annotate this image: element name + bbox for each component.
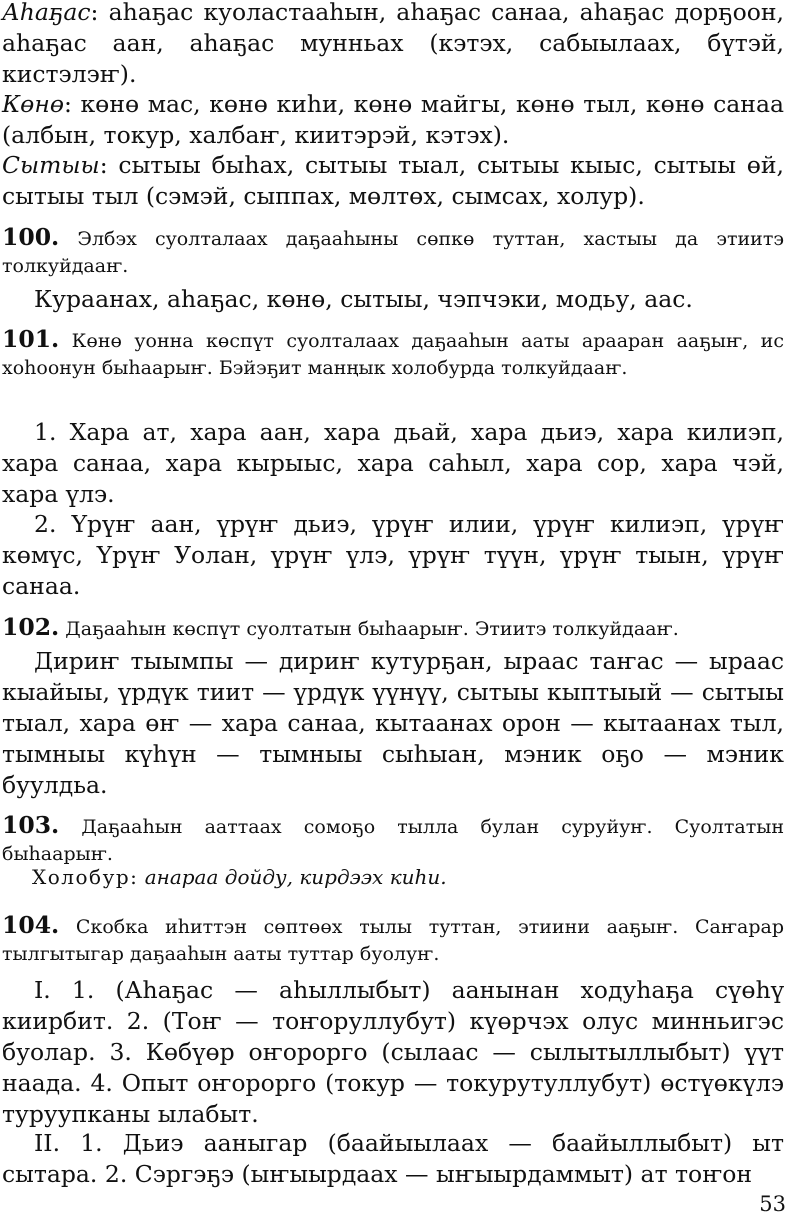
- term-ahagas: Аһаҕас: [2, 0, 91, 26]
- paragraph-kono-text: : көнө мас, көнө киһи, көнө майгы, көнө тыл, көнө санаа (албын, токур, халбаҥ, киитэрэй, кэтэх).: [2, 90, 784, 149]
- paragraph-ahagas: [2, 0, 784, 90]
- exercise-104-part-2: II. 1. Дьиэ ааныгар (баайыылаах — баайыллыбыт) ыт сытара. 2. Сэргэҕэ (ыҥыырдаах — ыҥыырдаммыт) ат тоҥон: [2, 1129, 784, 1188]
- exercise-101-number: 101.: [2, 325, 60, 353]
- example-text: анараа дойду, кирдээх киһи.: [138, 865, 447, 889]
- exercise-100-task-text: Элбэх суолталаах даҕааһыны сөпкө туттан, хастыы да этиитэ толкуйдааҥ.: [2, 228, 784, 277]
- exercise-100-number: 100.: [2, 223, 60, 251]
- paragraph-ahagas-text: : аһаҕас куоластааһын, аһаҕас санаа, аһаҕас дорҕоон, аһаҕас аан, аһаҕас мунньах (кэтэх, сабыылаах, бүтэй, кистэлэҥ).: [2, 0, 784, 88]
- exercise-104-task-text: Скобка иһиттэн сөптөөх тылы туттан, этиини ааҕыҥ. Саҥарар тылгытыгар даҕааһын ааты туттар буолуҥ.: [2, 916, 784, 965]
- exercise-102-task-text: Даҕааһын көспүт суолтатын быһаарыҥ. Этиитэ толкуйдааҥ.: [59, 618, 679, 640]
- page-number: 53: [759, 1192, 786, 1216]
- paragraph-sytyy: [2, 150, 784, 212]
- exercise-103-example: [2, 864, 784, 891]
- term-kono: Көнө: [2, 90, 64, 118]
- exercise-103-task: [2, 810, 784, 868]
- exercise-102-task: [2, 612, 784, 643]
- exercise-103-number: 103.: [2, 811, 60, 839]
- term-sytyy: Сытыы: [2, 151, 100, 179]
- exercise-103-task-text: Даҕааһын ааттаах сомоҕо тылла булан суруйуҥ. Суолтатын быһаарыҥ.: [2, 816, 784, 865]
- exercise-100-task: [2, 222, 784, 280]
- paragraph-kono: [2, 89, 784, 151]
- exercise-102-number: 102.: [2, 613, 60, 641]
- exercise-101-line-1: 1. Хара ат, хара аан, хара дьай, хара дьиэ, хара килиэп, хара санаа, хара кырыыс, хара саһыл, хара сор, хара чэй, хара үлэ.: [2, 418, 784, 508]
- exercise-101-task: [2, 324, 784, 382]
- exercise-104-part-1: I. 1. (Аһаҕас — аһыллыбыт) аанынан ходуһаҕа сүөһү киирбит. 2. (Тоҥ — тоҥоруллубут) күөрчэх олус минньигэс буолар. 3. Көбүөр оҥорорго (сылаас — сылытыллыбыт) үүт наада. 4. Опыт оҥорорго (токур — токурутуллубут) өстүөкүлэ туруупканы ылабыт.: [2, 976, 784, 1128]
- example-label: Холобур:: [32, 865, 139, 889]
- paragraph-sytyy-text: : сытыы быһах, сытыы тыал, сытыы кыыс, сытыы өй, сытыы тыл (сэмэй, сыппах, мөлтөх, сымсах, холур).: [2, 151, 784, 210]
- exercise-101-line-2: 2. Үрүҥ аан, үрүҥ дьиэ, үрүҥ илии, үрүҥ килиэп, үрүҥ көмүс, Үрүҥ Уолан, үрүҥ үлэ, үрүҥ түүн, үрүҥ тыын, үрүҥ санаа.: [2, 510, 784, 600]
- exercise-102-text: Дириҥ тыымпы — дириҥ кутурҕан, ыраас таҥас — ыраас кыайыы, үрдүк тиит — үрдүк үүнүү, сытыы кыптыый — сытыы тыал, хара өҥ — хара санаа, кытаанах орон — кытаанах тыл, тымныы күһүн — тымныы сыһыан, мэник оҕо — мэник буулдьа.: [2, 647, 784, 799]
- exercise-100-words: Кураанах, аһаҕас, көнө, сытыы, чэпчэки, модьу, аас.: [34, 285, 693, 313]
- exercise-104-task: [2, 910, 784, 968]
- exercise-101-task-text: Көнө уонна көспүт суолталаах даҕааһын ааты арааран ааҕыҥ, ис хоһоонун быһаарыҥ. Бэйэҕит манңык холобурда толкуйдааҥ.: [2, 330, 784, 379]
- exercise-104-number: 104.: [2, 911, 60, 939]
